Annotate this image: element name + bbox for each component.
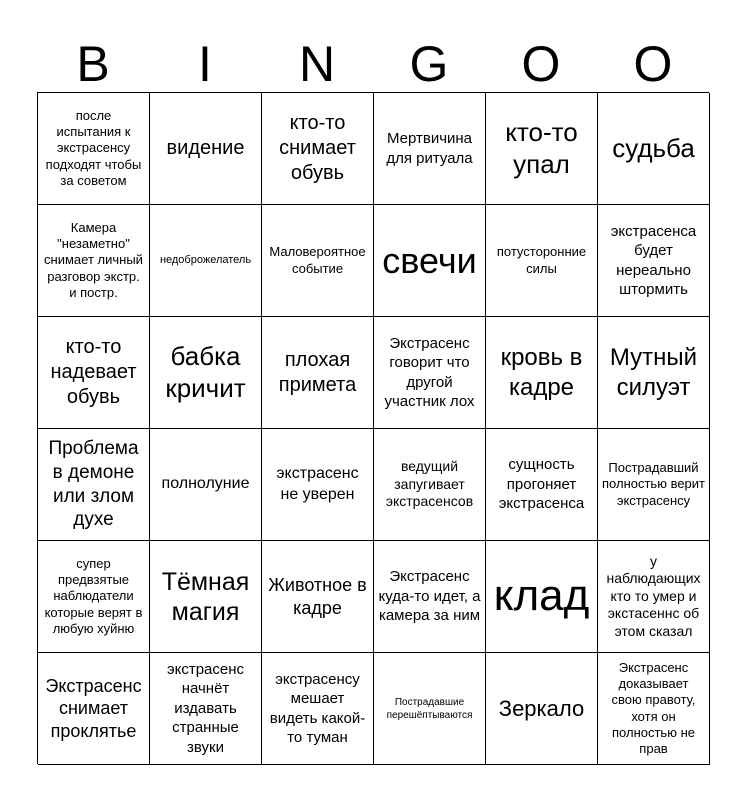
bingo-cell[interactable]: [374, 317, 486, 429]
cell-text: видение: [166, 137, 245, 159]
cell-text: Пострадавшие перешёптываются: [386, 696, 473, 721]
cell-text: недоброжелатель: [159, 254, 252, 267]
cell-text: экстрасенсу мешает видеть какой-то туман: [269, 670, 366, 746]
cell-text: Экстрасенс куда-то идет, а камера за ним: [378, 568, 481, 625]
cell-text: Экстрасенс доказывает свою правоту, хотя он полностью не прав: [611, 659, 696, 756]
bingo-cell[interactable]: [486, 541, 598, 653]
bingo-cell[interactable]: [150, 205, 262, 317]
cell-text: кровь в кадре: [500, 343, 583, 401]
cell-text: экстрасенс начнёт издавать странные звуки: [166, 660, 245, 756]
cell-text: после испытания к экстрасенсу подходят чтобы за советом: [45, 107, 142, 188]
bingo-cell[interactable]: [150, 653, 262, 765]
cell-text: Экстрасенс снимает проклятье: [45, 675, 142, 741]
bingo-cell[interactable]: [598, 205, 710, 317]
cell-text: Зеркало: [498, 695, 585, 721]
bingo-cell[interactable]: [374, 541, 486, 653]
cell-text: плохая примета: [278, 348, 357, 396]
bingo-cell[interactable]: [38, 429, 150, 541]
bingo-cell[interactable]: [38, 93, 150, 205]
bingo-cell[interactable]: [486, 653, 598, 765]
bingo-cell[interactable]: [262, 653, 374, 765]
bingo-cell[interactable]: [262, 429, 374, 541]
bingo-cell[interactable]: [598, 653, 710, 765]
bingo-cell[interactable]: [598, 317, 710, 429]
bingo-cell[interactable]: [486, 205, 598, 317]
cell-text: Проблема в демоне или злом духе: [48, 438, 139, 531]
bingo-cell[interactable]: [374, 429, 486, 541]
cell-text: у наблюдающих кто то умер и экстасеннс об этом сказал: [606, 552, 701, 639]
header-letter-o: O: [521, 36, 561, 92]
cell-text: экстрасенс не уверен: [276, 464, 359, 503]
bingo-cell[interactable]: [38, 653, 150, 765]
cell-text: супер предвзятые наблюдатели которые верят в любую хуйню: [44, 555, 143, 636]
bingo-header: [37, 36, 709, 92]
bingo-cell[interactable]: [150, 429, 262, 541]
cell-text: клад: [493, 571, 590, 621]
bingo-cell[interactable]: [374, 653, 486, 765]
cell-text: ведущий запугивает экстрасенсов: [385, 458, 474, 510]
bingo-cell[interactable]: [150, 317, 262, 429]
cell-text: сущность прогоняет экстрасенса: [498, 456, 585, 513]
bingo-cell[interactable]: [38, 541, 150, 653]
cell-text: полнолуние: [161, 475, 250, 493]
cell-text: Тёмная магия: [161, 567, 250, 626]
cell-text: судьба: [612, 132, 695, 163]
header-letter-i: I: [198, 36, 212, 92]
cell-text: кто-то надевает обувь: [50, 336, 137, 408]
cell-text: кто-то снимает обувь: [279, 112, 356, 184]
cell-text: потусторонние силы: [496, 244, 587, 276]
bingo-cell[interactable]: [150, 93, 262, 205]
bingo-cell[interactable]: [38, 317, 150, 429]
cell-text: Мертвичина для ритуала: [386, 130, 473, 167]
bingo-cell[interactable]: [374, 205, 486, 317]
cell-text: кто-то упал: [505, 117, 578, 179]
bingo-cell[interactable]: [598, 541, 710, 653]
bingo-cell[interactable]: [486, 317, 598, 429]
bingo-cell[interactable]: [150, 541, 262, 653]
header-letter-n: N: [298, 36, 336, 92]
bingo-cell[interactable]: [486, 93, 598, 205]
bingo-cell[interactable]: [598, 93, 710, 205]
cell-text: Маловероятное событие: [269, 244, 366, 276]
bingo-cell[interactable]: [598, 429, 710, 541]
header-letter-g: G: [409, 36, 449, 92]
cell-text: Мутный силуэт: [609, 343, 698, 401]
bingo-cell[interactable]: [262, 93, 374, 205]
cell-text: экстрасенса будет нереально штормить: [610, 222, 697, 298]
bingo-cell[interactable]: [262, 317, 374, 429]
bingo-cell[interactable]: [262, 541, 374, 653]
header-letter-o2: O: [633, 36, 673, 92]
cell-text: Животное в кадре: [268, 575, 367, 618]
bingo-cell[interactable]: [374, 93, 486, 205]
cell-text: бабка кричит: [165, 341, 246, 403]
cell-text: свечи: [382, 239, 477, 281]
bingo-grid: [37, 92, 709, 764]
cell-text: Экстрасенс говорит что другой участник лох: [384, 334, 475, 410]
header-letter-b: B: [76, 36, 110, 92]
cell-text: Пострадавший полностью верит экстрасенсу: [602, 460, 706, 508]
bingo-cell[interactable]: [486, 429, 598, 541]
bingo-cell[interactable]: [262, 205, 374, 317]
cell-text: Камера "незаметно" снимает личный разговор экстр. и постр.: [44, 219, 143, 300]
bingo-cell[interactable]: [38, 205, 150, 317]
